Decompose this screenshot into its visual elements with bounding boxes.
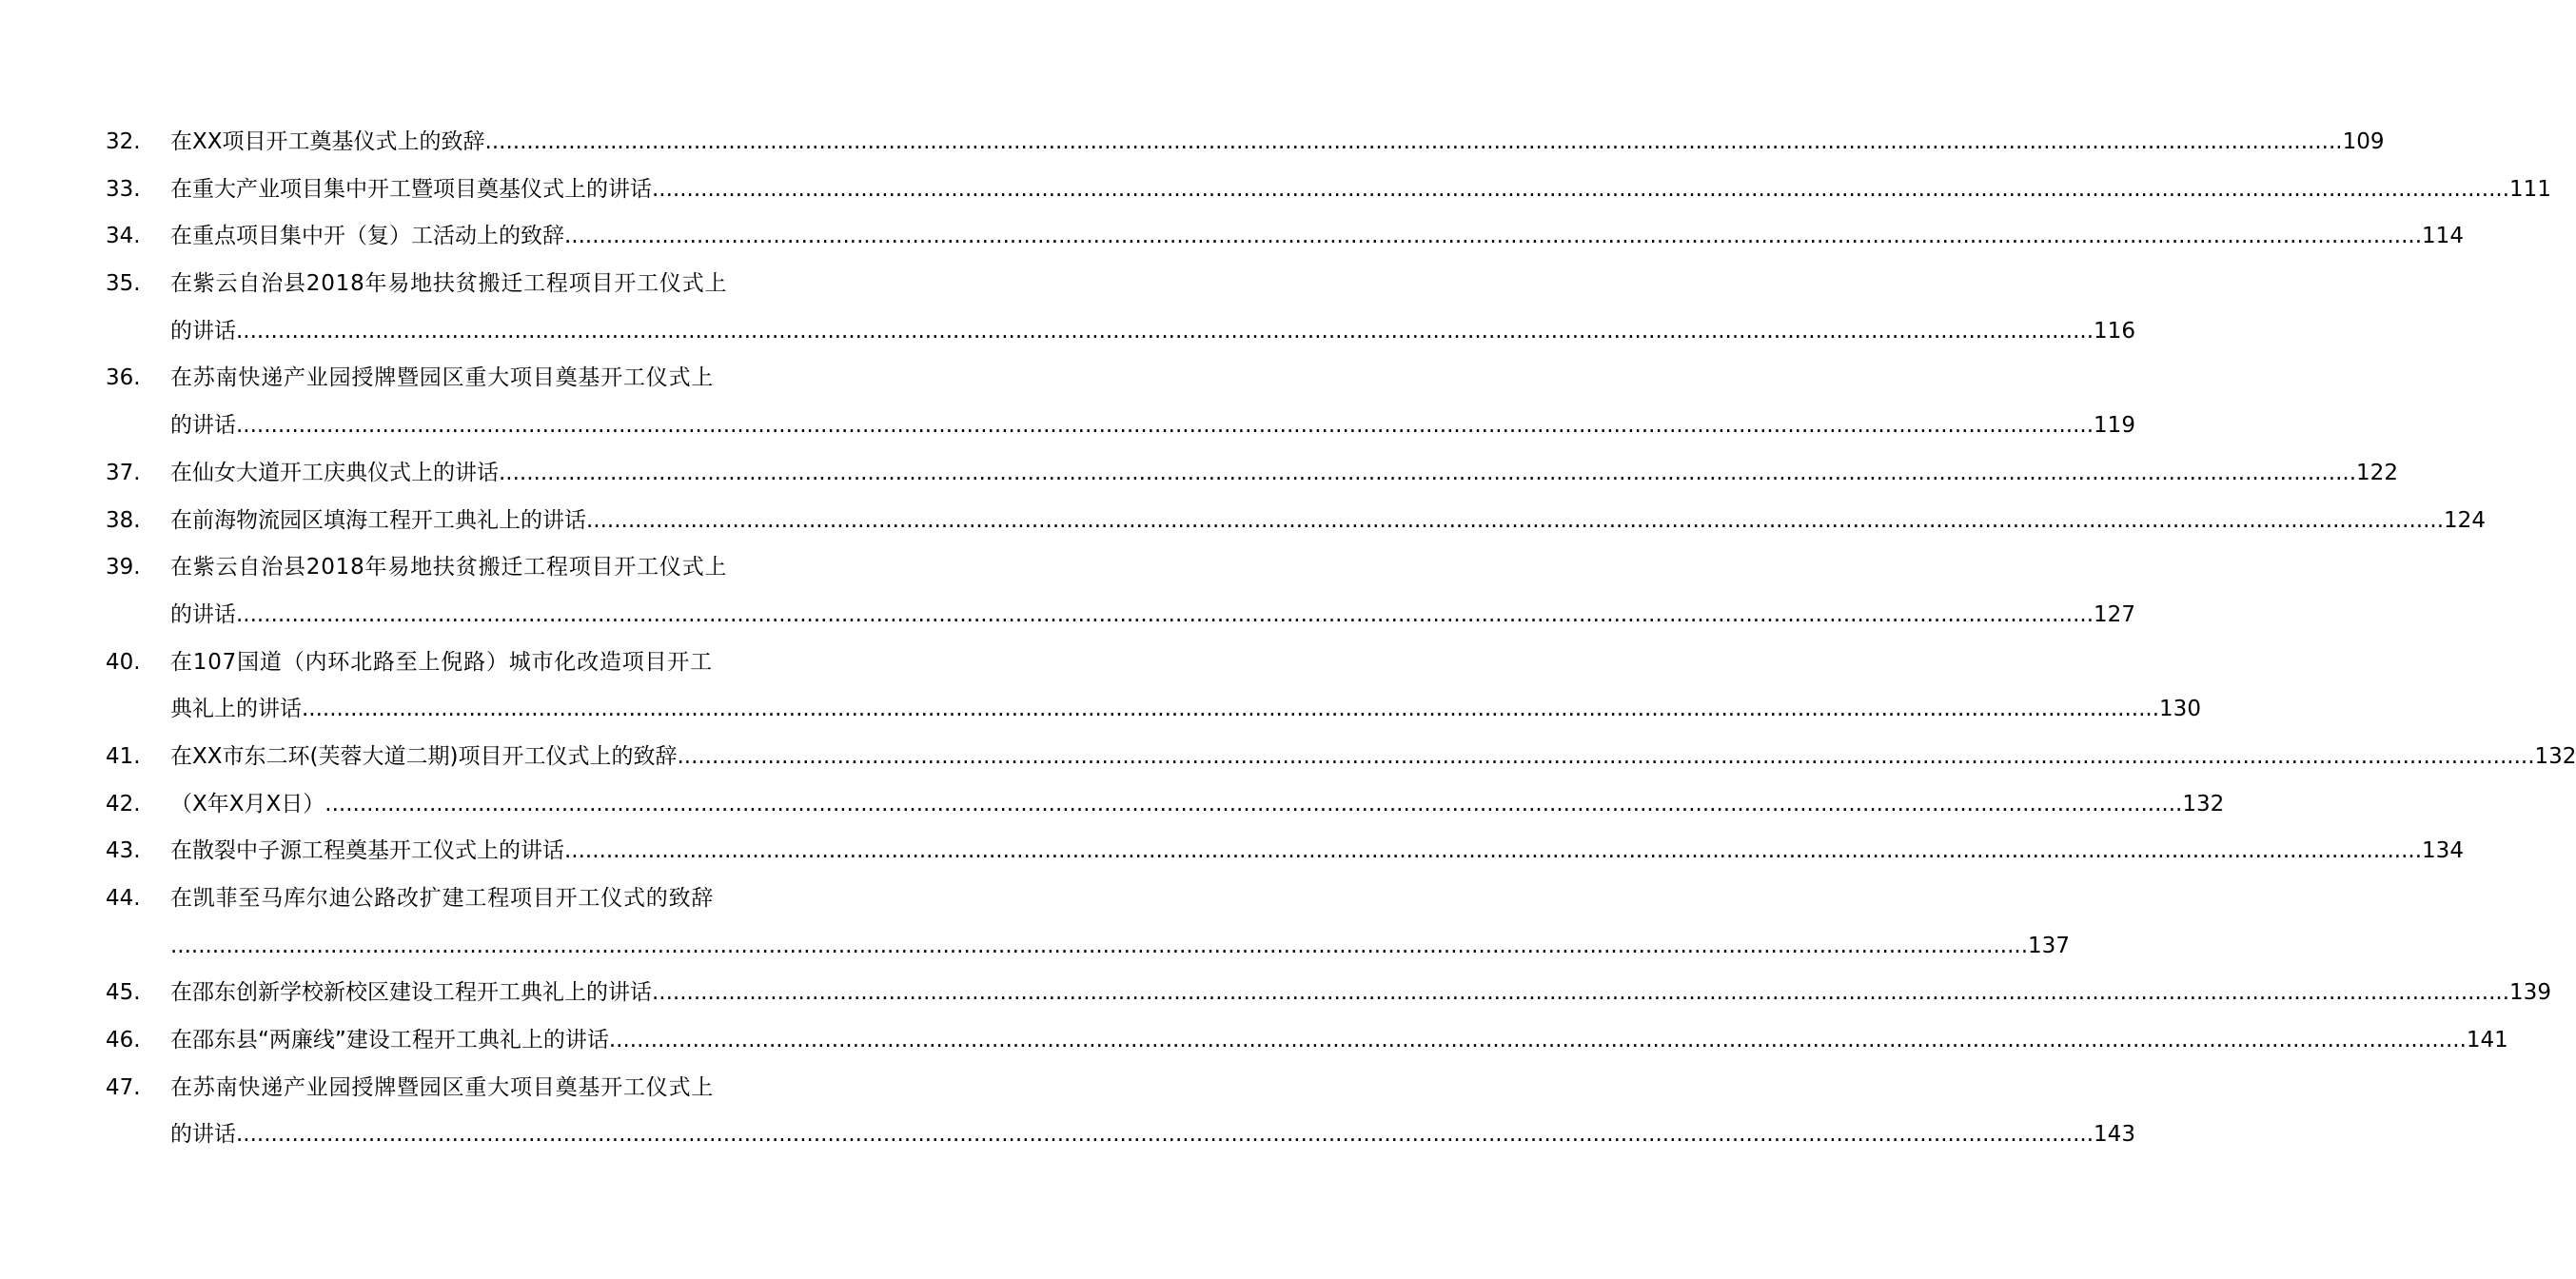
toc-entry-title: 在107国道（内环北路至上倪路）城市化改造项目开工 — [170, 649, 713, 675]
toc-entry-number: 34. — [106, 224, 141, 249]
toc-line — [0, 923, 2070, 971]
dot-leader — [324, 781, 2182, 829]
toc-line — [0, 1065, 904, 1112]
toc-page-number: 122 — [2356, 460, 2398, 485]
dot-leader — [677, 734, 2534, 781]
toc-entry-title: 在苏南快递产业园授牌暨园区重大项目奠基开工仪式上 — [170, 1074, 715, 1100]
toc-line — [0, 167, 2551, 214]
toc-line — [0, 592, 2135, 640]
toc-line — [0, 544, 904, 592]
toc-line — [0, 308, 2135, 356]
toc-line — [0, 640, 904, 687]
toc-line — [0, 781, 2225, 829]
toc-entry-row — [170, 923, 2070, 971]
toc-entry-row — [170, 498, 2486, 545]
toc-entry-title: 在邵东县“两廉线”建设工程开工典礼上的讲话 — [170, 1028, 609, 1053]
toc-line — [0, 970, 2551, 1017]
toc-entry-row — [170, 592, 2135, 640]
dot-leader — [564, 213, 2422, 261]
dot-leader — [236, 1112, 2094, 1159]
toc-page-number: 139 — [2509, 980, 2551, 1006]
toc-entry-row — [170, 213, 2464, 261]
toc-entry-number: 33. — [106, 176, 141, 202]
toc-entry[interactable] — [0, 450, 2398, 498]
dot-leader — [609, 1017, 2467, 1065]
toc-entry[interactable] — [0, 119, 2385, 167]
toc-entry-title: 的讲话 — [170, 601, 236, 627]
toc-entry-row — [170, 970, 2551, 1017]
toc-entry-number: 46. — [106, 1028, 141, 1053]
toc-page-number: 137 — [2028, 933, 2070, 958]
toc-entry-number: 37. — [106, 460, 141, 485]
toc-line — [0, 119, 2385, 167]
toc-entry-number: 36. — [106, 365, 141, 391]
toc-entry-title: 在紫云自治县2018年易地扶贫搬迁工程项目开工仪式上 — [170, 271, 728, 297]
toc-entry-title: 在紫云自治县2018年易地扶贫搬迁工程项目开工仪式上 — [170, 555, 728, 580]
toc-line — [0, 261, 904, 308]
toc-page-number: 134 — [2422, 838, 2464, 864]
toc-line — [0, 876, 904, 923]
toc-line — [0, 828, 2464, 876]
toc-entry[interactable] — [0, 781, 2225, 829]
toc-entry[interactable] — [0, 498, 2486, 545]
dot-leader — [652, 970, 2509, 1017]
toc-page-number: 143 — [2094, 1122, 2135, 1148]
toc-entry-title: 在重大产业项目集中开工暨项目奠基仪式上的讲话 — [170, 176, 652, 202]
toc-entry-title: （X年X月X日） — [170, 791, 325, 817]
toc-entry-number: 47. — [106, 1074, 141, 1100]
toc-entry[interactable] — [0, 1065, 2135, 1159]
toc-entry[interactable] — [0, 828, 2464, 876]
toc-entry[interactable] — [0, 876, 2070, 970]
dot-leader — [236, 592, 2094, 640]
toc-entry-row — [170, 1017, 2508, 1065]
toc-line — [0, 403, 2135, 450]
toc-entry-number: 38. — [106, 507, 141, 533]
toc-page-number: 124 — [2444, 507, 2486, 533]
dot-leader — [564, 828, 2422, 876]
dot-leader — [652, 167, 2509, 214]
toc-entry[interactable] — [0, 213, 2464, 261]
toc-entry[interactable] — [0, 1017, 2508, 1065]
dot-leader — [236, 403, 2094, 450]
toc-page-number: 109 — [2342, 129, 2385, 154]
toc-entry-row — [170, 686, 2201, 734]
toc-entry[interactable] — [0, 355, 2135, 449]
toc-page-number: 116 — [2094, 318, 2135, 344]
toc-entry-title: 典礼上的讲话 — [170, 697, 302, 722]
table-of-contents — [0, 119, 2576, 1159]
toc-entry-number: 43. — [106, 838, 141, 864]
toc-entry-title: 在邵东创新学校新校区建设工程开工典礼上的讲话 — [170, 980, 652, 1006]
toc-page-number: 141 — [2466, 1028, 2508, 1053]
toc-entry-title: 在凯菲至马库尔迪公路改扩建工程项目开工仪式的致辞 — [170, 886, 715, 911]
toc-entry-title: 在重点项目集中开（复）工活动上的致辞 — [170, 224, 564, 249]
toc-entry-number: 35. — [106, 271, 141, 297]
toc-entry-row — [170, 450, 2398, 498]
toc-line — [0, 450, 2398, 498]
toc-page-number: 132 — [2182, 791, 2225, 817]
toc-line — [0, 734, 2576, 781]
toc-entry-row — [170, 781, 2225, 829]
toc-entry-number: 39. — [106, 555, 141, 580]
toc-entry-number: 42. — [106, 791, 141, 817]
toc-line — [0, 355, 904, 403]
toc-entry-title: 在前海物流园区填海工程开工典礼上的讲话 — [170, 507, 586, 533]
dot-leader — [236, 308, 2094, 356]
dot-leader — [170, 923, 2028, 971]
toc-entry-title: 的讲话 — [170, 318, 236, 344]
toc-entry-row — [170, 167, 2551, 214]
toc-page-number: 130 — [2159, 697, 2201, 722]
toc-page-number: 114 — [2422, 224, 2464, 249]
toc-entry-row — [170, 403, 2135, 450]
toc-line — [0, 1112, 2135, 1159]
dot-leader — [499, 450, 2356, 498]
dot-leader — [485, 119, 2343, 167]
toc-entry-number: 32. — [106, 129, 141, 154]
toc-entry-number: 44. — [106, 886, 141, 911]
toc-entry[interactable] — [0, 640, 2201, 734]
toc-entry-title: 在散裂中子源工程奠基开工仪式上的讲话 — [170, 838, 564, 864]
toc-entry-row — [170, 1112, 2135, 1159]
toc-entry-row — [170, 734, 2576, 781]
toc-entry-row — [170, 308, 2135, 356]
toc-entry[interactable] — [0, 970, 2551, 1017]
toc-entry-row — [170, 119, 2385, 167]
toc-entry[interactable] — [0, 544, 2135, 639]
toc-page-number: 127 — [2094, 601, 2135, 627]
toc-entry[interactable] — [0, 167, 2551, 214]
toc-entry-title: 在苏南快递产业园授牌暨园区重大项目奠基开工仪式上 — [170, 365, 715, 391]
toc-entry-title: 在XX市东二环(芙蓉大道二期)项目开工仪式上的致辞 — [170, 743, 678, 769]
toc-line — [0, 686, 2201, 734]
toc-entry-number: 45. — [106, 980, 141, 1006]
toc-entry[interactable] — [0, 734, 2576, 781]
toc-entry-row — [170, 828, 2464, 876]
toc-entry-title: 在仙女大道开工庆典仪式上的讲话 — [170, 460, 499, 485]
toc-entry-title: 在XX项目开工奠基仪式上的致辞 — [170, 129, 485, 154]
toc-line — [0, 213, 2464, 261]
toc-entry[interactable] — [0, 261, 2135, 355]
toc-entry-number: 41. — [106, 743, 141, 769]
dot-leader — [586, 498, 2444, 545]
toc-entry-title: 的讲话 — [170, 1122, 236, 1148]
toc-line — [0, 1017, 2508, 1065]
toc-entry-title: 的讲话 — [170, 413, 236, 439]
toc-line — [0, 498, 2486, 545]
toc-page-number: 119 — [2094, 413, 2135, 439]
toc-page-number: 132 — [2534, 743, 2576, 769]
toc-page-number: 111 — [2509, 176, 2551, 202]
dot-leader — [302, 686, 2159, 734]
toc-entry-number: 40. — [106, 649, 141, 675]
